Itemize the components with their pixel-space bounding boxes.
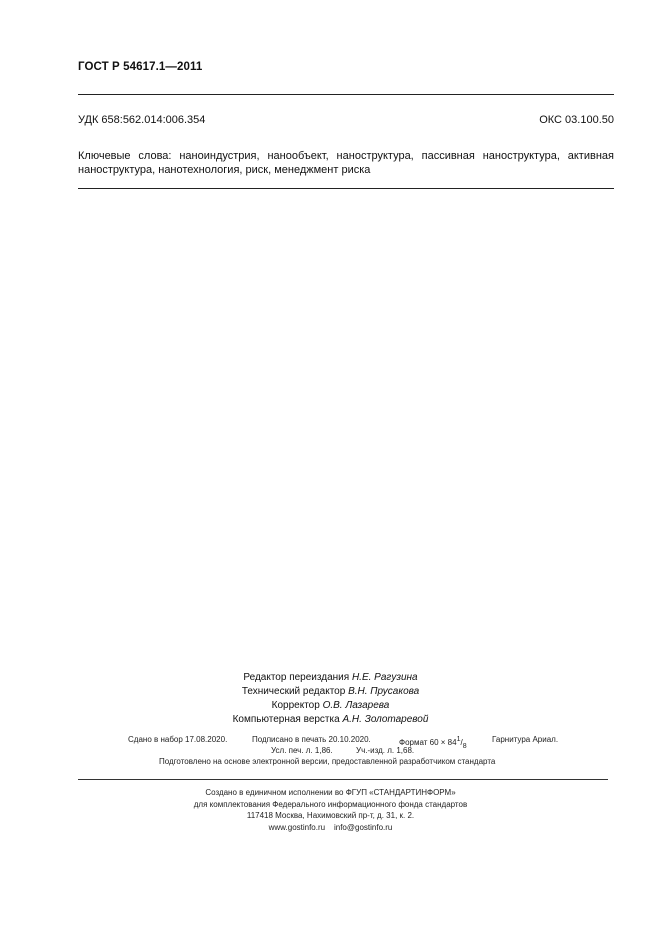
website-link[interactable]: www.gostinfo.ru: [268, 822, 326, 832]
credit-corrector: [0, 699, 661, 713]
prepared-note: Подготовлено на основе электронной версии, предоставленной разработчиком стандарта: [159, 757, 496, 766]
credit-tech-editor-name: В.Н. Прусакова: [348, 686, 420, 697]
credit-corrector-label: Корректор: [271, 700, 320, 711]
keywords-block: [78, 149, 614, 177]
footer-rule: [78, 779, 608, 780]
keywords-label: Ключевые слова:: [78, 150, 172, 162]
print-format-numerator: 1: [456, 736, 461, 743]
typeface: Гарнитура Ариал.: [492, 735, 559, 744]
keywords-text: наноиндустрия, нанообъект, наноструктура, пассивная наноструктура, активная наноструктура, нанотехнология, риск, менеджмент риска: [78, 150, 614, 176]
email-link[interactable]: info@gostinfo.ru: [333, 822, 393, 832]
publish-sheets: Уч.-изд. л. 1,68.: [356, 746, 415, 755]
credit-layout-name: А.Н. Золотаревой: [342, 714, 429, 725]
top-rule: [78, 94, 614, 95]
credit-tech-editor-label: Технический редактор: [241, 686, 346, 697]
credit-editor-name: Н.Е. Рагузина: [351, 672, 418, 683]
keywords-rule: [78, 188, 614, 189]
footer-line-1: Создано в единичном исполнении во ФГУП «СТАНДАРТИНФОРМ»: [205, 788, 456, 797]
credit-corrector-name: О.В. Лазарева: [322, 700, 390, 711]
submitted-date: Сдано в набор 17.08.2020.: [128, 735, 228, 744]
udk-code: УДК 658:562.014:006.354: [78, 114, 206, 126]
footer-contacts: [0, 822, 661, 834]
credit-layout-label: Компьютерная верстка: [232, 714, 340, 725]
print-sheets: Усл. печ. л. 1,86.: [271, 746, 333, 755]
credit-editor: [0, 671, 661, 685]
print-format-denominator: 8: [462, 743, 467, 750]
standard-code: ГОСТ Р 54617.1—2011: [78, 61, 203, 73]
signed-date: Подписано в печать 20.10.2020.: [252, 735, 371, 744]
oks-code: ОКС 03.100.50: [539, 114, 614, 126]
editorial-credits: [0, 671, 661, 727]
credit-layout: [0, 713, 661, 727]
footer-line-3: 117418 Москва, Нахимовский пр-т, д. 31, к. 2.: [246, 811, 415, 820]
print-format-label: Формат 60 × 84: [399, 738, 457, 747]
print-format: Формат $60 \times 84^1/_8$: [399, 736, 467, 750]
publisher-footer: [0, 787, 661, 833]
footer-line-2: для комплектования Федерального информационного фонда стандартов: [193, 799, 468, 809]
credit-tech-editor: [0, 685, 661, 699]
credit-editor-label: Редактор переиздания: [243, 672, 350, 683]
